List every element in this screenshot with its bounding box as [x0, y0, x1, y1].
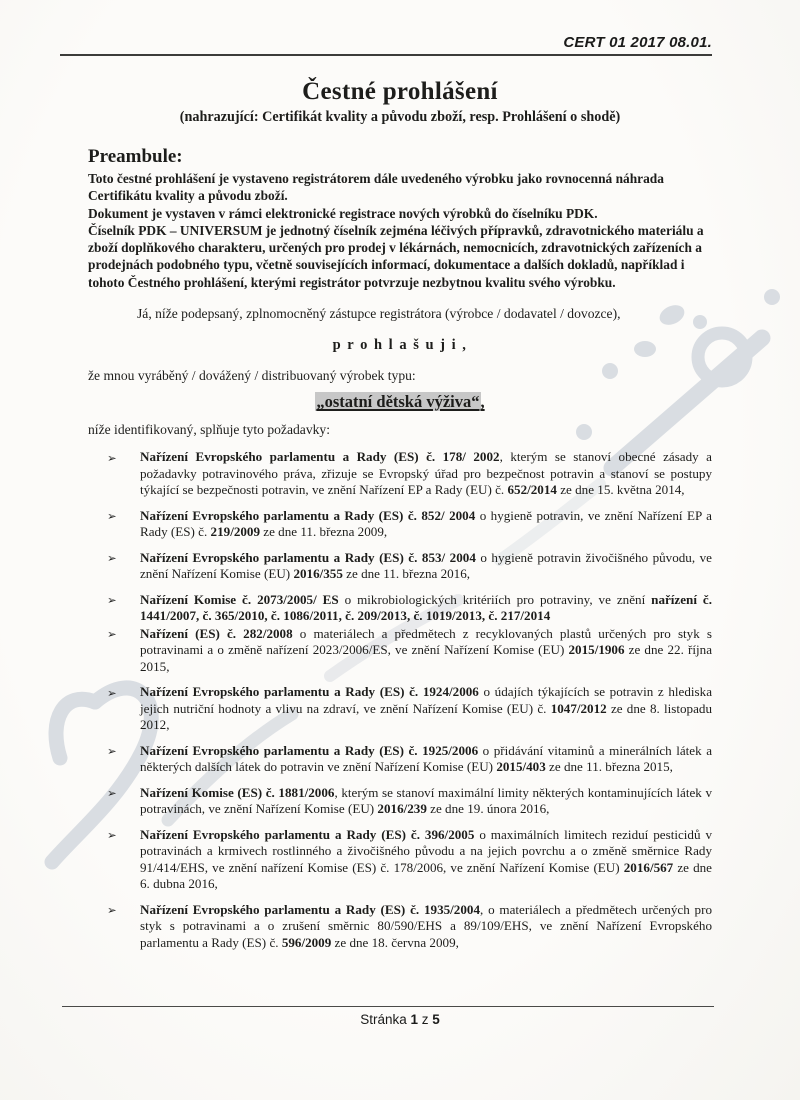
requirement-item	[107, 625, 712, 676]
document-reference: CERT 01 2017 08.01.	[563, 34, 712, 51]
document-subtitle: (nahrazující: Certifikát kvality a původu zboží, resp. Prohlášení o shodě)	[179, 109, 621, 125]
preamble-paragraph: Číselník PDK – UNIVERSUM je jednotný číselník zejména léčivých přípravků, zdravotnického materiálu a zboží doplňkového charakteru, určených pro prodej v lékárnách, nemocnicích, zdravotnických zařízeních a prodejnách podobného typu, včetně souvisejících informací, dokumentace a dalších dokladů, například i tohoto Čestného prohlášení, kterými registrátor potvrzuje nezbytnou kvalitu svého výrobku.	[88, 222, 704, 290]
regulation-text: , kterým se stanoví maximální limity některých kontaminujících látek v potravinách, ve znění Nařízení Komise (EU)	[140, 784, 713, 817]
regulation-reference: Nařízení Evropského parlamentu a Rady (ES) č. 1925/2006	[140, 742, 479, 758]
requirement-item	[107, 901, 713, 952]
preamble-heading: Preambule:	[88, 146, 183, 167]
product-type-suffix: ,	[480, 392, 485, 412]
requirement-item	[107, 684, 713, 734]
arrowhead-right-icon: ➢	[107, 551, 117, 566]
regulation-reference: Nařízení Evropského parlamentu a Rady (ES) č. 853/ 2004	[140, 549, 476, 565]
page-number-prefix: Stránka	[360, 1012, 407, 1027]
requirement-item	[107, 449, 712, 499]
arrowhead-right-icon: ➢	[107, 685, 117, 700]
regulation-text: o hygieně potravin, ve znění Nařízení EP a Rady (ES) č.	[140, 507, 712, 540]
regulation-reference: Nařízení (ES) č. 282/2008	[140, 625, 293, 641]
regulation-text: ze dne 11. března 2016,	[342, 566, 471, 582]
regulation-reference: Nařízení Evropského parlamentu a Rady (ES) č. 396/2005	[140, 826, 475, 842]
product-type-highlight: „ostatní dětská výživa“	[316, 392, 480, 412]
regulation-text: o údajích týkajících se potravin z hlediska jejich nutriční hodnoty a vlivu na zdraví, ve znění Nařízení Komise (EU) č.	[140, 684, 712, 716]
regulation-text: o mikrobiologických kritériích pro potraviny, ve znění	[338, 591, 652, 607]
regulation-text: ze dne 11. března 2015,	[545, 759, 673, 775]
requirement-item	[107, 784, 713, 818]
regulation-reference: 2015/403	[496, 759, 546, 775]
regulation-reference: 596/2009	[281, 934, 332, 950]
regulation-reference: 2016/239	[377, 801, 427, 817]
regulation-text: o hygieně potravin živočišného původu, ve znění Nařízení Komise (EU)	[140, 549, 712, 582]
requirement-item	[107, 549, 712, 583]
product-type-lead: že mnou vyráběný / dovážený / distribuovaný výrobek typu:	[88, 368, 416, 384]
regulation-reference: Nařízení Komise č. 2073/2005/ ES	[140, 591, 339, 607]
arrowhead-right-icon: ➢	[107, 828, 117, 843]
header-rule	[60, 54, 712, 56]
regulation-reference: 652/2014	[507, 482, 557, 498]
regulation-reference: 219/2009	[210, 524, 261, 540]
page-number-total: 5	[432, 1012, 440, 1027]
regulation-reference: Nařízení Evropského parlamentu a Rady (ES) č. 178/ 2002	[140, 449, 500, 465]
requirement-item	[107, 507, 712, 541]
product-type	[88, 392, 712, 412]
requirements-list	[88, 449, 712, 951]
arrowhead-right-icon: ➢	[107, 786, 117, 801]
requirements-lead: níže identifikovaný, splňuje tyto požadavky:	[88, 422, 330, 438]
regulation-text: ze dne 18. června 2009,	[331, 934, 459, 950]
declaration-word: p r o h l a š u j i ,	[332, 337, 468, 354]
regulation-text: o materiálech a předmětech z recyklovaných plastů určených pro styk s potravinami a o změně nařízení 2023/2006/ES, ve znění Nařízení Komise (EU)	[140, 625, 712, 658]
requirement-item	[107, 826, 712, 893]
page-number-current: 1	[410, 1012, 418, 1027]
regulation-reference: Nařízení Evropského parlamentu a Rady (ES) č. 1924/2006	[140, 684, 479, 700]
arrowhead-right-icon: ➢	[107, 744, 117, 759]
regulation-text: , kterým se stanoví obecné zásady a požadavky potravinového práva, zřizuje se Evropský úřad pro bezpečnost potravin a stanoví se postupy týkající se bezpečnosti potravin, ve znění Nařízení EP a Rady (EU) č.	[140, 449, 712, 498]
regulation-text: , o materiálech a předmětech určených pro styk s potravinami a o zrušení směrnic 80/590/EHS a 89/109/EHS, ve znění Nařízení Evropského parlamentu a Rady (ES) č.	[140, 901, 713, 950]
regulation-text: ze dne 6. dubna 2016,	[140, 859, 712, 892]
regulation-reference: 2016/567	[623, 859, 674, 875]
regulation-text: ze dne 11. března 2009,	[260, 524, 388, 540]
arrowhead-right-icon: ➢	[107, 509, 117, 524]
regulation-text: ze dne 15. května 2014,	[556, 482, 685, 498]
regulation-text: o maximálních limitech reziduí pesticidů v potravinách a krmivech rostlinného a živočišného původu a na jejich povrchu a o změně směrnice Rady 91/414/EHS, ve znění nařízení Komise (ES) č. 178/2006, ve znění Nařízení Komise (EU)	[140, 826, 712, 875]
page-number	[0, 1012, 800, 1027]
page-footer	[0, 1006, 800, 1027]
arrowhead-right-icon: ➢	[107, 593, 117, 608]
regulation-reference: nařízení č. 1441/2007, č. 365/2010, č. 1086/2011, č. 209/2013, č. 1019/2013, č. 217/2014	[140, 591, 713, 624]
page-number-separator: z	[421, 1012, 429, 1027]
regulation-text: ze dne 22. října 2015,	[140, 642, 712, 674]
regulation-reference: Nařízení Komise (ES) č. 1881/2006	[140, 784, 335, 800]
footer-rule	[62, 1006, 714, 1007]
regulation-reference: Nařízení Evropského parlamentu a Rady (ES) č. 852/ 2004	[140, 507, 476, 523]
preamble-paragraph: Toto čestné prohlášení je vystaveno registrátorem dále uvedeného výrobku jako rovnocenná náhrada Certifikátu kvality a původu zboží.	[88, 171, 664, 204]
regulation-reference: Nařízení Evropského parlamentu a Rady (ES) č. 1935/2004	[140, 901, 480, 917]
document-title: Čestné prohlášení	[302, 78, 498, 105]
regulation-text: ze dne 8. listopadu 2012,	[140, 700, 713, 733]
regulation-reference: 2015/1906	[568, 642, 625, 658]
regulation-reference: 1047/2012	[550, 700, 607, 716]
declaration-intro: Já, níže podepsaný, zplnomocněný zástupce registrátora (výrobce / dodavatel / dovozce),	[137, 306, 621, 322]
arrowhead-right-icon: ➢	[107, 450, 117, 465]
requirement-item	[107, 591, 713, 625]
arrowhead-right-icon: ➢	[107, 903, 117, 918]
regulation-reference: 2016/355	[293, 566, 343, 582]
arrowhead-right-icon: ➢	[107, 627, 117, 642]
preamble-paragraph: Dokument je vystaven v rámci elektronické registrace nových výrobků do číselníku PDK.	[88, 205, 598, 221]
requirement-item	[107, 742, 713, 776]
regulation-text: o přidávání vitaminů a minerálních látek a některých dalších látek do potravin ve znění Nařízení Komise (EU)	[140, 742, 713, 775]
regulation-text: ze dne 19. února 2016,	[426, 801, 550, 817]
